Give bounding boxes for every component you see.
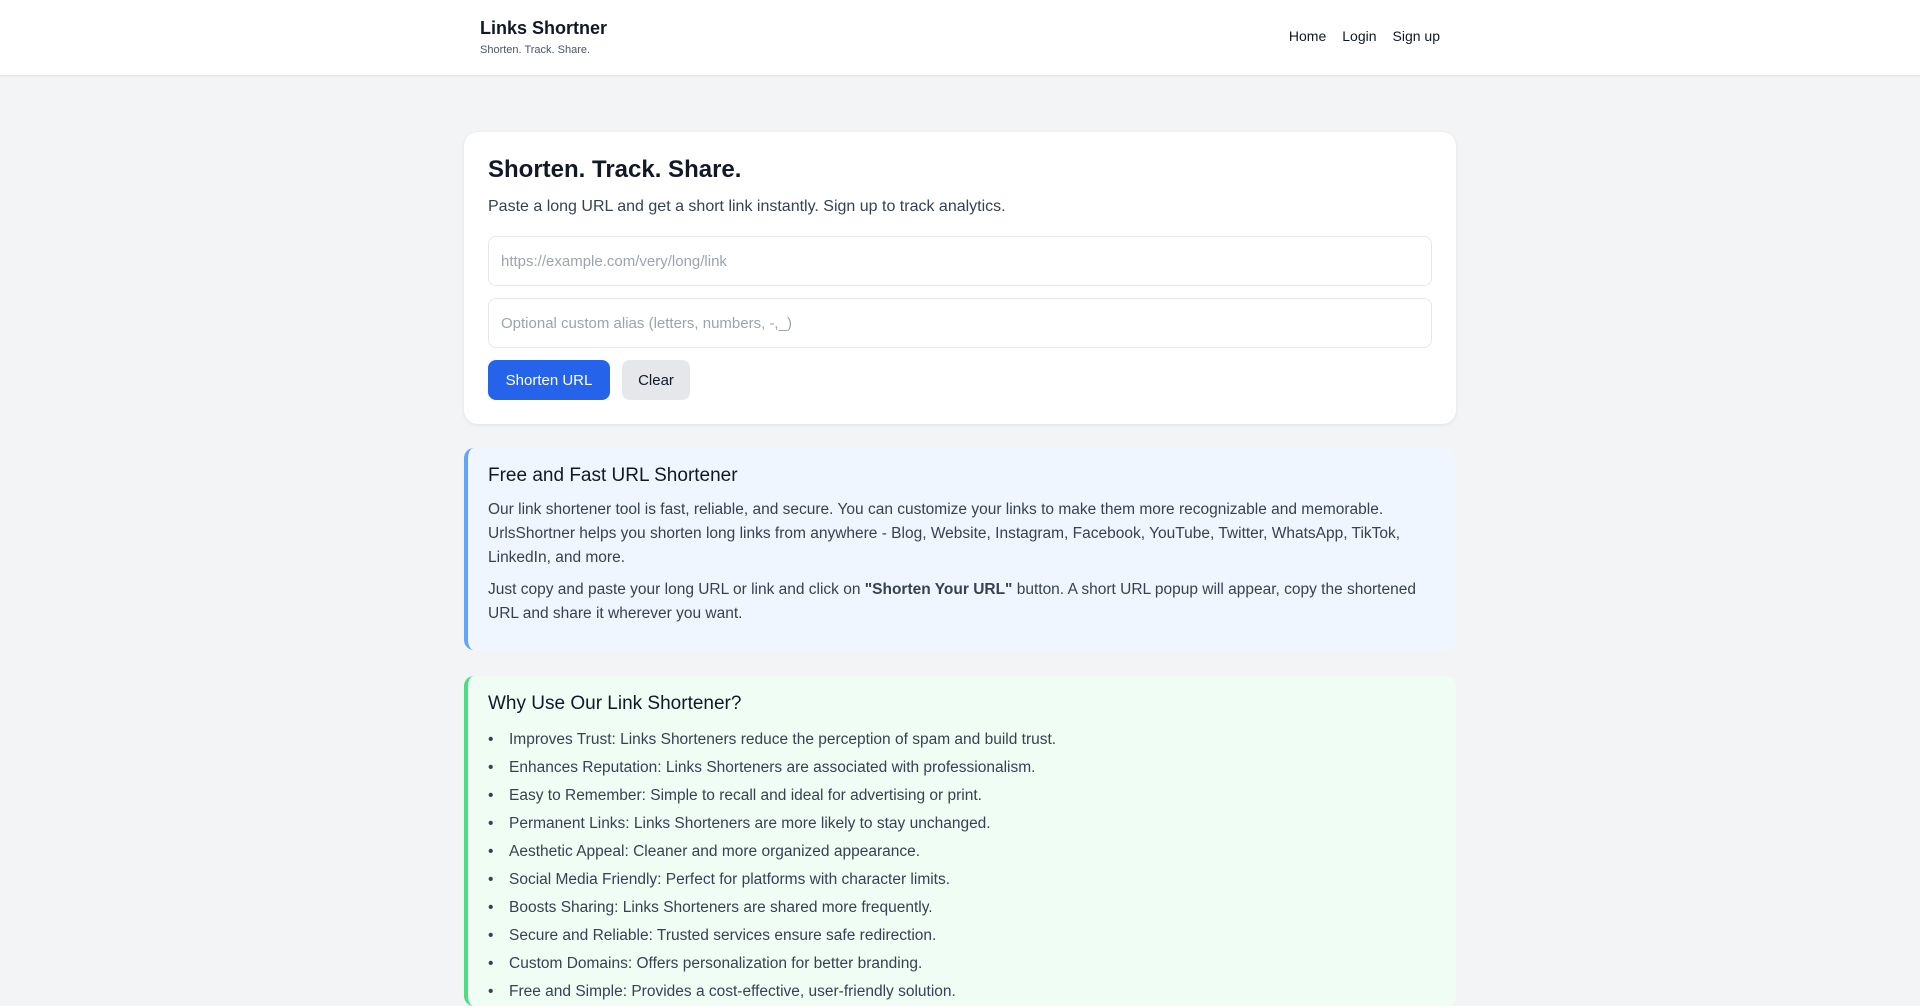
- main-nav: [1289, 28, 1440, 44]
- p2-text-after: button. A short URL popup will appear, copy the shortened URL and share it wherever you want.: [488, 581, 1416, 622]
- list-item: • Improves Trust: Links Shorteners reduce the perception of spam and build trust.: [488, 726, 1436, 754]
- card-title: Shorten. Track. Share.: [488, 156, 742, 183]
- free-fast-paragraph-1: Our link shortener tool is fast, reliable, and secure. You can customize your links to make them more recognizable and memorable. UrlsShortner helps you shorten long links from anywhere - Blog, Website, Instagram, Facebook, YouTube, Twitter, WhatsApp, TikTok, LinkedIn, and more.: [488, 501, 1401, 566]
- top-navbar: [0, 0, 1920, 76]
- list-item: • Easy to Remember: Simple to recall and ideal for advertising or print.: [488, 782, 1436, 810]
- nav-signup-link[interactable]: Sign up: [1392, 28, 1440, 44]
- long-url-input[interactable]: [488, 236, 1432, 286]
- free-fast-info-box: [464, 448, 1456, 650]
- list-item: • Boosts Sharing: Links Shorteners are shared more frequently.: [488, 894, 1436, 922]
- p2-text-before: Just copy and paste your long URL or link and click on: [488, 581, 865, 598]
- list-item: • Enhances Reputation: Links Shorteners are associated with professionalism.: [488, 754, 1436, 782]
- p2-bold-button-name: "Shorten Your URL": [864, 581, 1013, 598]
- nav-login-link[interactable]: Login: [1342, 28, 1377, 44]
- brand-tagline: Shorten. Track. Share.: [480, 44, 591, 56]
- nav-home-link[interactable]: Home: [1288, 28, 1327, 44]
- shorten-url-button[interactable]: Shorten URL: [488, 360, 610, 400]
- card-lead: Paste a long URL and get a short link instantly. Sign up to track analytics.: [488, 198, 1006, 215]
- why-use-info-box: [464, 676, 1456, 1006]
- free-fast-paragraph-2: [488, 578, 1436, 626]
- list-item: • Social Media Friendly: Perfect for platforms with character limits.: [488, 866, 1436, 894]
- clear-button[interactable]: Clear: [622, 360, 690, 400]
- shorten-card: [464, 132, 1456, 424]
- list-item: • Aesthetic Appeal: Cleaner and more organized appearance.: [488, 838, 1436, 866]
- free-fast-heading: Free and Fast URL Shortener: [488, 465, 738, 486]
- benefits-list: [488, 726, 1436, 1006]
- brand-title[interactable]: Links Shortner: [480, 18, 608, 38]
- why-use-heading: Why Use Our Link Shortener?: [488, 693, 742, 714]
- list-item: • Custom Domains: Offers personalization for better branding.: [488, 950, 1436, 978]
- brand[interactable]: [480, 17, 607, 56]
- list-item: • Permanent Links: Links Shorteners are more likely to stay unchanged.: [488, 810, 1436, 838]
- list-item: • Free and Simple: Provides a cost-effective, user-friendly solution.: [488, 978, 1436, 1006]
- custom-alias-input[interactable]: [488, 298, 1432, 348]
- list-item: • Secure and Reliable: Trusted services ensure safe redirection.: [488, 922, 1436, 950]
